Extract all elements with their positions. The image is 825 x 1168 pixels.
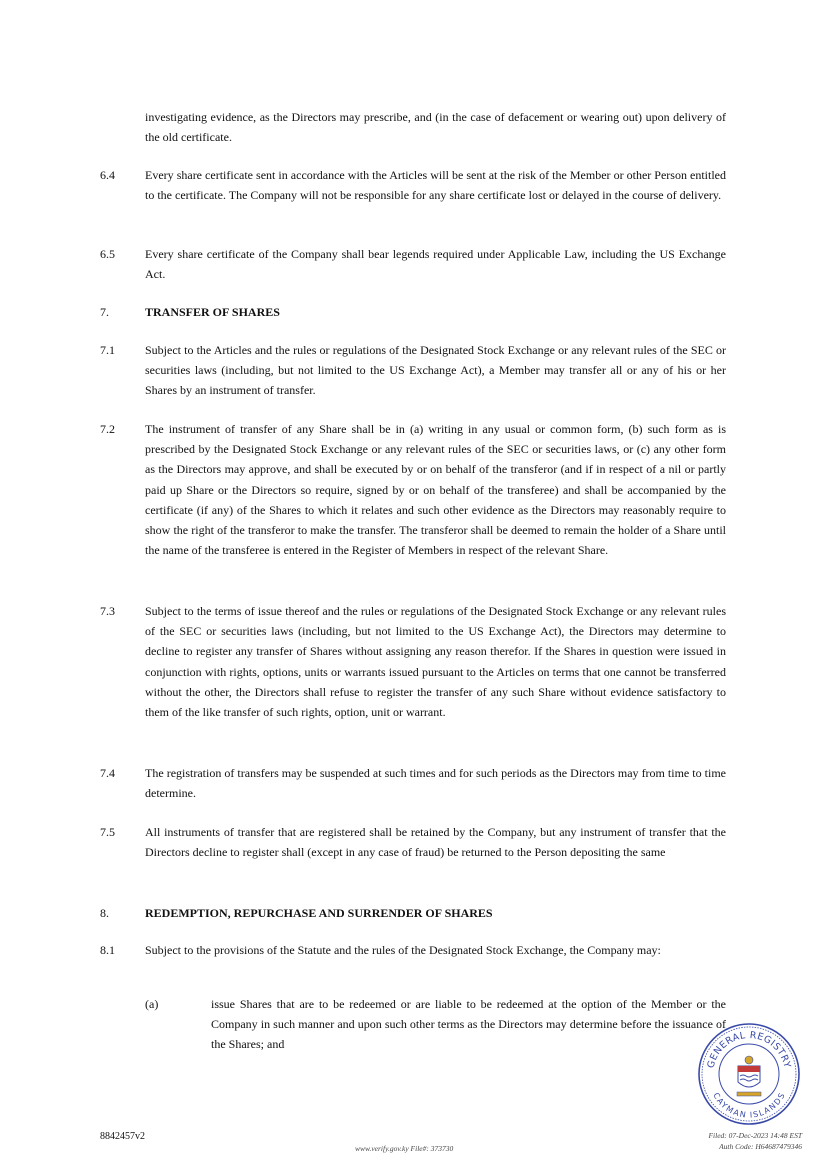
subclause-label: (a) [145, 997, 159, 1011]
filed-date: Filed: 07-Dec-2023 14:48 EST [708, 1131, 802, 1140]
subclause-text: issue Shares that are to be redeemed or are liable to be redeemed at the option of the Member or the Company in such manner and upon such other terms as the Directors may determine before the issuance of the Shares; and [211, 997, 726, 1052]
filing-stamp [690, 1130, 802, 1152]
clause-number: 6.4 [100, 168, 115, 182]
clause-6-4-text: Every share certificate sent in accordance with the Articles will be sent at the risk of the Member or other Person entitled to the certificate. The Company will not be responsible for any share certificate lost or delayed in the course of delivery. [145, 168, 726, 203]
section-number: 7. [100, 305, 109, 319]
clause-number: 7.3 [100, 604, 115, 618]
clause-number: 7.1 [100, 343, 115, 357]
clause-number: 7.2 [100, 422, 115, 436]
section-heading-redemption: REDEMPTION, REPURCHASE AND SURRENDER OF SHARES [145, 906, 493, 920]
section-heading-transfer: TRANSFER OF SHARES [145, 305, 280, 319]
clause-number: 7.4 [100, 766, 115, 780]
clause-7-2-text: The instrument of transfer of any Share shall be in (a) writing in any usual or common form, (b) such form as is prescribed by the Designated Stock Exchange or any relevant rules of the SEC or securities laws, or (c) any other form as the Directors may approve, and shall be executed by or on behalf of the transferor (and if in respect of a nil or partly paid up Share or the Directors so require, signed by or on behalf of the transferee) and shall be accompanied by the certificate (if any) of the Shares to which it relates and such other evidence as the Directors may reasonably require to show the right of the transferor to make the transfer. The transferor shall be deemed to remain the holder of a Share until the name of the transferee is entered in the Register of Members in respect of the relevant Share. [145, 422, 726, 558]
section-number: 8. [100, 906, 109, 920]
seal-top-text: GENERAL REGISTRY [705, 1029, 793, 1070]
verify-link[interactable]: www.verify.gov.ky File#: 373730 [355, 1144, 454, 1153]
continuation-paragraph: investigating evidence, as the Directors may prescribe, and (in the case of defacement or wearing out) upon delivery of the old certificate. [145, 110, 726, 145]
clause-8-1-text: Subject to the provisions of the Statute and the rules of the Designated Stock Exchange, the Company may: [145, 943, 661, 957]
general-registry-seal [697, 1022, 801, 1126]
clause-7-3-text: Subject to the terms of issue thereof and the rules or regulations of the Designated Stock Exchange or any relevant rules of the SEC or securities laws (including, but not limited to the US Exchange Act), the Directors may determine to decline to register any transfer of Shares without assigning any reason therefor. If the Shares in question were issued in conjunction with rights, options, units or warrants issued pursuant to the Articles on terms that one cannot be transferred without the other, the Directors shall refuse to register the transfer of any such Share without evidence satisfactory to them of the like transfer of such rights, option, unit or warrant. [145, 604, 726, 720]
clause-number: 6.5 [100, 247, 115, 261]
auth-code: Auth Code: H64687479346 [719, 1142, 802, 1151]
seal-bottom-text: CAYMAN ISLANDS [711, 1091, 787, 1120]
clause-number: 7.5 [100, 825, 115, 839]
clause-6-5-text: Every share certificate of the Company shall bear legends required under Applicable Law, including the US Exchange Act. [145, 247, 726, 282]
clause-7-1-text: Subject to the Articles and the rules or regulations of the Designated Stock Exchange or any relevant rules of the SEC or securities laws (including, but not limited to the US Exchange Act), a Member may transfer all or any of his or her Shares by an instrument of transfer. [145, 343, 726, 398]
clause-7-5-text: All instruments of transfer that are registered shall be retained by the Company, but any instrument of transfer that the Directors decline to register shall (except in any case of fraud) be returned to the Person depositing the same [145, 825, 726, 860]
coat-of-arms-icon [737, 1056, 761, 1096]
document-id: 8842457v2 [100, 1131, 145, 1142]
clause-7-4-text: The registration of transfers may be suspended at such times and for such periods as the Directors may from time to time determine. [145, 766, 726, 801]
clause-number: 8.1 [100, 943, 115, 957]
